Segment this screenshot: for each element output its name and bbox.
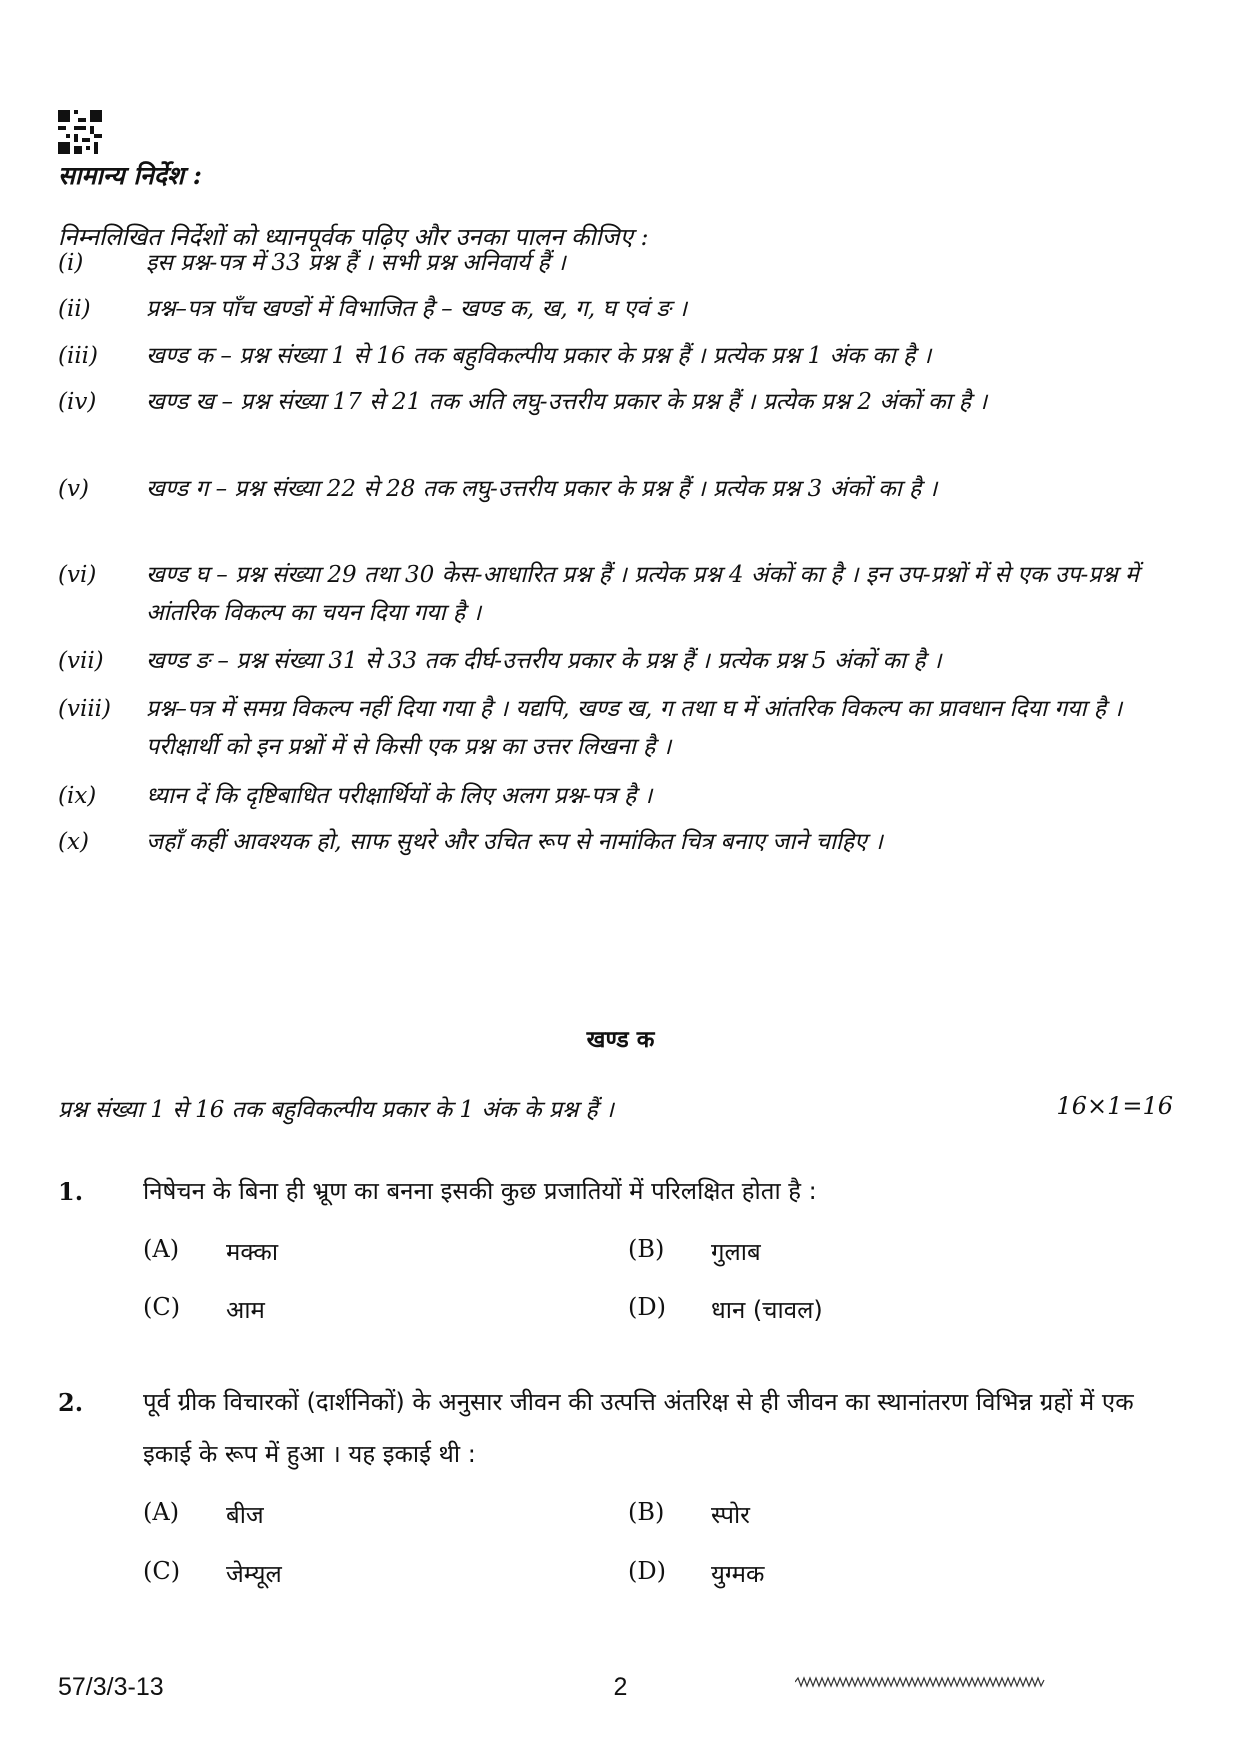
instruction-item: [58, 470, 1178, 508]
option-label: (D): [628, 1293, 666, 1321]
instruction-number: (ii): [58, 296, 91, 322]
option-label: (C): [143, 1557, 181, 1585]
option-label: (A): [143, 1498, 180, 1526]
option-text: बीज: [226, 1501, 264, 1529]
page-number: 2: [613, 1673, 628, 1701]
question-number: 1.: [58, 1177, 84, 1206]
option-text: मक्का: [226, 1238, 279, 1266]
instruction-text: खण्ड घ – प्रश्न संख्या 29 तथा 30 केस-आधारित प्रश्न हैं । प्रत्येक प्रश्न 4 अंकों का है । इन उप-प्रश्नों में से एक उप-प्रश्न में आंतरिक विकल्प का चयन दिया गया है ।: [146, 562, 1139, 626]
instruction-number: (vii): [58, 648, 104, 674]
option-label: (A): [143, 1235, 180, 1263]
option-label: (C): [143, 1293, 181, 1321]
instruction-item: [58, 556, 1178, 632]
instructions-intro: निम्नलिखित निर्देशों को ध्यानपूर्वक पढ़िए और उनका पालन कीजिए :: [58, 223, 649, 251]
option-text: गुलाब: [711, 1238, 761, 1266]
instruction-item: [58, 777, 1178, 815]
instruction-text: जहाँ कहीं आवश्यक हो, साफ सुथरे और उचित रूप से नामांकित चित्र बनाए जाने चाहिए ।: [146, 829, 883, 855]
instruction-item: [58, 690, 1178, 766]
wavy-line-decoration: [795, 1672, 1045, 1692]
instruction-text: खण्ड ङ – प्रश्न संख्या 31 से 33 तक दीर्घ-उत्तरीय प्रकार के प्रश्न हैं । प्रत्येक प्रश्न 5 अंकों का है ।: [146, 648, 942, 674]
question-number: 2.: [58, 1388, 84, 1417]
instruction-item: [58, 823, 1178, 861]
section-title: खण्ड क: [586, 1026, 655, 1053]
instruction-number: (ix): [58, 783, 97, 809]
instruction-item: [58, 337, 1178, 375]
instruction-text: प्रश्न–पत्र में समग्र विकल्प नहीं दिया गया है । यद्यपि, खण्ड ख, ग तथा घ में आंतरिक विकल्प का प्रावधान दिया गया है । परीक्षार्थी को इन प्रश्नों में से किसी एक प्रश्न का उत्तर लिखना है ।: [146, 696, 1123, 760]
instruction-text: खण्ड ग – प्रश्न संख्या 22 से 28 तक लघु-उत्तरीय प्रकार के प्रश्न हैं । प्रत्येक प्रश्न 3 अंकों का है ।: [146, 476, 938, 502]
instruction-item: [58, 642, 1178, 680]
instruction-text: इस प्रश्न-पत्र में 33 प्रश्न हैं । सभी प्रश्न अनिवार्य हैं ।: [146, 250, 566, 276]
instruction-item: [58, 383, 1178, 421]
instruction-text: प्रश्न–पत्र पाँच खण्डों में विभाजित है – खण्ड क, ख, ग, घ एवं ङ ।: [146, 296, 687, 322]
option-label: (D): [628, 1557, 666, 1585]
option-text: धान (चावल): [711, 1296, 823, 1324]
question-text: पूर्व ग्रीक विचारकों (दार्शनिकों) के अनुसार जीवन की उत्पत्ति अंतरिक्ष से ही जीवन का स्थानांतरण विभिन्न ग्रहों में एक इकाई के रूप में हुआ । यह इकाई थी :: [143, 1388, 1134, 1468]
instruction-number: (vi): [58, 562, 97, 588]
section-marks: 16×1=16: [1056, 1092, 1173, 1120]
option-text: जेम्यूल: [226, 1560, 282, 1588]
instruction-number: (x): [58, 829, 89, 855]
instruction-item: [58, 290, 1178, 328]
option-text: स्पोर: [711, 1501, 750, 1529]
instruction-number: (iv): [58, 389, 97, 415]
instruction-text: ध्यान दें कि दृष्टिबाधित परीक्षार्थियों के लिए अलग प्रश्न-पत्र है ।: [146, 783, 653, 809]
option-label: (B): [628, 1235, 665, 1263]
option-text: युग्मक: [711, 1560, 765, 1588]
instruction-text: खण्ड ख – प्रश्न संख्या 17 से 21 तक अति लघु-उत्तरीय प्रकार के प्रश्न हैं । प्रत्येक प्रश्न 2 अंकों का है ।: [146, 389, 988, 415]
section-description: प्रश्न संख्या 1 से 16 तक बहुविकल्पीय प्रकार के 1 अंक के प्रश्न हैं ।: [58, 1097, 614, 1123]
instruction-text: खण्ड क – प्रश्न संख्या 1 से 16 तक बहुविकल्पीय प्रकार के प्रश्न हैं । प्रत्येक प्रश्न 1 अंक का है ।: [146, 343, 932, 369]
option-text: आम: [226, 1296, 265, 1324]
instruction-item: [58, 244, 1178, 282]
qr-code-icon: [58, 110, 102, 154]
paper-code: 57/3/3-13: [58, 1673, 164, 1701]
question-text: निषेचन के बिना ही भ्रूण का बनना इसकी कुछ प्रजातियों में परिलक्षित होता है :: [143, 1177, 817, 1205]
instruction-number: (iii): [58, 343, 99, 369]
option-label: (B): [628, 1498, 665, 1526]
instruction-number: (viii): [58, 696, 112, 722]
general-instructions-title: सामान्य निर्देश :: [58, 161, 202, 190]
instruction-number: (i): [58, 250, 84, 276]
instruction-number: (v): [58, 476, 89, 502]
